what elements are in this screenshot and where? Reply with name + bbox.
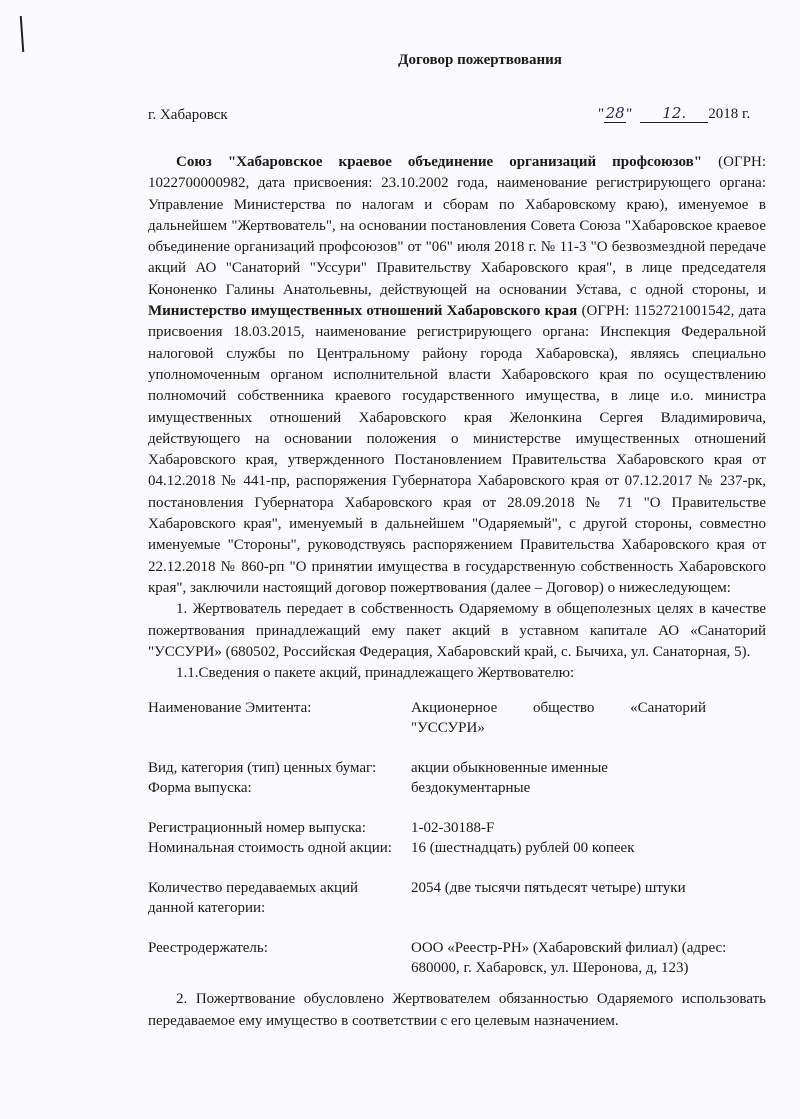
share-info-value: 16 (шестнадцать) рублей 00 копеек	[411, 840, 635, 857]
share-info-label: Регистрационный номер выпуска:	[148, 820, 366, 837]
margin-pen-mark	[20, 16, 25, 52]
contract-date	[598, 104, 750, 123]
share-info-label: Количество передаваемых акций данной категории:	[148, 880, 359, 917]
share-info-value: акции обыкновенные именные	[411, 760, 608, 777]
clause-1: 1. Жертвователь передает в собственность Одаряемому в общеполезных целях в качестве пожертвования принадлежащий ему пакет акций в уставном капитале АО «Санаторий "УССУРИ» (680502, Российская Федерация, Хабаровский край, с. Бычиха, ул. Санаторная, 5).	[148, 601, 766, 660]
share-info-row	[148, 938, 766, 978]
share-info-label: Реестродержатель:	[148, 940, 268, 957]
date-close-quote: "	[626, 106, 633, 122]
party1-name: Союз "Хабаровское краевое объединение организаций профсоюзов"	[176, 154, 703, 170]
share-info-label: Вид, категория (тип) ценных бумаг:	[148, 760, 377, 777]
share-info-label: Форма выпуска:	[148, 780, 252, 797]
share-info-label: Наименование Эмитента:	[148, 700, 312, 717]
share-info-row	[148, 778, 766, 798]
document-title: Договор пожертвования	[398, 52, 562, 68]
clause-2: 2. Пожертвование обусловлено Жертвователем обязанностью Одаряемого использовать передаваемое ему имущество в соответствии с его целевым назначением.	[148, 991, 766, 1029]
share-info-label: Номинальная стоимость одной акции:	[148, 840, 392, 857]
date-month: 12.	[640, 104, 708, 123]
preamble	[148, 152, 766, 599]
contract-body	[148, 152, 766, 1032]
share-info-value: Акционерное общество «Санаторий "УССУРИ»	[411, 700, 706, 737]
party2-details: (ОГРН: 1152721001542, дата присвоения 18.03.2015, наименование регистрирующего органа: Инспекция Федеральной налоговой службы по Центральному району города Хабаровска), являясь специально уполномоченным органом исполнительной власти Хабаровского края по осуществлению полномочий собственника краевого государственного имущества, в лице и.о. министра имущественных отношений Хабаровского края Желонкина Сергея Владимировича, действующего на основании положения о министерстве имущественных отношений Хабаровского края, утвержденного Постановлением Правительства Хабаровского края от 04.12.2018 № 441-пр, распоряжения Губернатора Хабаровского края от 07.12.2017 № 237-рк, постановления Губернатора Хабаровского края от 28.09.2018 № 71 "О Правительстве Хабаровского края", именуемый в дальнейшем "Одаряемый", с другой стороны, совместно именуемые "Стороны", руководствуясь распоряжением Правительства Хабаровского края от 22.12.2018 № 860-рп "О принятии имущества в государственную собственность Хабаровского края", заключили настоящий договор пожертвования (далее – Договор) о нижеследующем:	[148, 303, 766, 596]
party2-name: Министерство имущественных отношений Хабаровского края	[148, 303, 578, 320]
date-day: 28	[605, 104, 625, 122]
city: г. Хабаровск	[148, 107, 228, 123]
share-info-row	[148, 698, 766, 738]
share-info-value: бездокументарные	[411, 780, 531, 797]
share-info-value: 1-02-30188-F	[411, 820, 495, 837]
share-info-row	[148, 818, 766, 838]
share-info-row	[148, 838, 766, 858]
share-info-row	[148, 758, 766, 778]
party1-details: (ОГРН: 1022700000982, дата присвоения: 23.10.2002 года, наименование регистрирующего органа: Управление Министерства по налогам и сборам по Хабаровскому краю), именуемое в дальнейшем "Жертвователь", на основании постановления Совета Союза "Хабаровское краевое объединение организаций профсоюзов" от "06" июля 2018 г. № 11-3 "О безвозмездной передаче акций АО "Санаторий "Уссури" Правительству Хабаровского края", в лице председателя Кононенко Галины Анатольевны, действующей на основании Устава, с одной стороны, и	[148, 154, 766, 298]
share-info-row	[148, 878, 766, 918]
clause-1-1: 1.1.Сведения о пакете акций, принадлежащего Жертвователю:	[176, 665, 575, 682]
date-open-quote: "	[598, 106, 605, 122]
share-info-value: ООО «Реестр-РН» (Хабаровский филиал) (адрес: 680000, г. Хабаровск, ул. Шеронова, д, 123)	[411, 940, 727, 977]
share-info-value: 2054 (две тысячи пятьдесят четыре) штуки	[411, 880, 686, 897]
date-year: 2018 г.	[708, 106, 751, 122]
